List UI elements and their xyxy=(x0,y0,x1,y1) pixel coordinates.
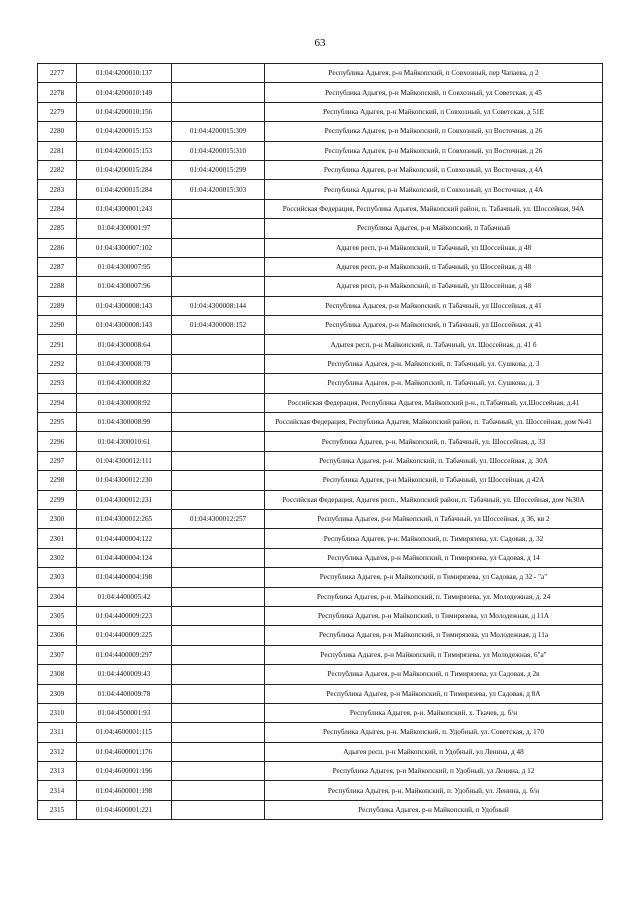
address-cell: Российская Федерация, Республика Адыгея, Майкопский район, п. Табачный, ул. Шоссейная, 94А xyxy=(265,199,603,218)
table-row xyxy=(38,684,603,703)
related-cadastral-number-cell xyxy=(172,703,265,722)
address-cell: Республика Адыгея, р-н Майкопский, п Табачный, ул Шоссейная, д 36, кв 2 xyxy=(265,509,603,528)
table-row xyxy=(38,141,603,160)
table-row xyxy=(38,471,603,490)
related-cadastral-number-cell xyxy=(172,83,265,102)
related-cadastral-number-cell xyxy=(172,665,265,684)
table-row xyxy=(38,490,603,509)
row-number-cell: 2306 xyxy=(38,626,77,645)
table-row xyxy=(38,238,603,257)
table-row xyxy=(38,781,603,800)
cadastral-number-cell: 01:04:4400009:297 xyxy=(77,645,172,664)
address-cell: Адыгея респ, р-н Майкопский, п Удобный, ул Ленина, д 48 xyxy=(265,742,603,761)
table-row xyxy=(38,354,603,373)
address-cell: Республика Адыгея, р-н Майкопский, п Тимирязева, ул Садовая, д 14 xyxy=(265,548,603,567)
address-cell: Республика Адыгея, р-н Майкопский, п Совхозный, ул Восточная, д 4А xyxy=(265,180,603,199)
related-cadastral-number-cell: 01:04:4300012:257 xyxy=(172,509,265,528)
address-cell: Адыгея респ, р-н Майкопский, п Табачный, ул Шоссейная, д 48 xyxy=(265,257,603,276)
cadastral-number-cell: 01:04:4400005:42 xyxy=(77,587,172,606)
row-number-cell: 2289 xyxy=(38,296,77,315)
address-cell: Республика Адыгея, р-н Майкопский, п Совхозный, ул Восточная, д 4А xyxy=(265,160,603,179)
row-number-cell: 2280 xyxy=(38,122,77,141)
related-cadastral-number-cell xyxy=(172,374,265,393)
table-row xyxy=(38,160,603,179)
related-cadastral-number-cell xyxy=(172,102,265,121)
cadastral-number-cell: 01:04:4200010:156 xyxy=(77,102,172,121)
row-number-cell: 2307 xyxy=(38,645,77,664)
table-row xyxy=(38,393,603,412)
address-cell: Республика Адыгея, р-н. Майкопский, п. Табачный, ул. Сушкова, д. 3 xyxy=(265,354,603,373)
related-cadastral-number-cell xyxy=(172,529,265,548)
related-cadastral-number-cell xyxy=(172,762,265,781)
address-cell: Республика Адыгея, р-н Майкопский, п Совхозный, ул Восточная, д 26 xyxy=(265,122,603,141)
row-number-cell: 2295 xyxy=(38,413,77,432)
address-cell: Российская Федерация, Адыгея респ., Майкопский район, п. Табачный, ул. Шоссейная, дом №30А xyxy=(265,490,603,509)
row-number-cell: 2310 xyxy=(38,703,77,722)
cadastral-number-cell: 01:04:4300001:243 xyxy=(77,199,172,218)
cadastral-number-cell: 01:04:4400009:78 xyxy=(77,684,172,703)
cadastral-number-cell: 01:04:4600001:198 xyxy=(77,781,172,800)
table-row xyxy=(38,742,603,761)
row-number-cell: 2281 xyxy=(38,141,77,160)
cadastral-number-cell: 01:04:4400004:124 xyxy=(77,548,172,567)
registry-table xyxy=(37,63,603,820)
cadastral-number-cell: 01:04:4200015:284 xyxy=(77,180,172,199)
cadastral-number-cell: 01:04:4300012:230 xyxy=(77,471,172,490)
row-number-cell: 2308 xyxy=(38,665,77,684)
address-cell: Адыгея респ, р-н Майкопский, п Табачный, ул Шоссейная, д 48 xyxy=(265,277,603,296)
cadastral-number-cell: 01:04:4300008:92 xyxy=(77,393,172,412)
table-row xyxy=(38,762,603,781)
address-cell: Республика Адыгея, р-н Майкопский, п Тимирязева, ул Садовая, д 8А xyxy=(265,684,603,703)
cadastral-number-cell: 01:04:4300008:143 xyxy=(77,296,172,315)
table-row xyxy=(38,703,603,722)
address-cell: Российская Федерация, Республика Адыгея, Майкопский р-н., п.Табачный, ул.Шоссейная, д.41 xyxy=(265,393,603,412)
address-cell: Республика Адыгея, р-н Майкопский, п Тимирязева, ул Молодежная, д 11А xyxy=(265,606,603,625)
row-number-cell: 2297 xyxy=(38,451,77,470)
table-row xyxy=(38,102,603,121)
row-number-cell: 2299 xyxy=(38,490,77,509)
cadastral-number-cell: 01:04:4300001:97 xyxy=(77,219,172,238)
address-cell: Адыгея респ, р-н Майкопский, п Табачный, ул Шоссейная, д 48 xyxy=(265,238,603,257)
table-row xyxy=(38,529,603,548)
address-cell: Республика Адыгея, р-н Майкопский, п Совхозный, пер Чапаева, д 2 xyxy=(265,64,603,83)
cadastral-number-cell: 01:04:4400009:225 xyxy=(77,626,172,645)
table-row xyxy=(38,548,603,567)
row-number-cell: 2290 xyxy=(38,316,77,335)
related-cadastral-number-cell xyxy=(172,645,265,664)
related-cadastral-number-cell xyxy=(172,587,265,606)
related-cadastral-number-cell xyxy=(172,277,265,296)
table-row xyxy=(38,432,603,451)
related-cadastral-number-cell: 01:04:4200015:299 xyxy=(172,160,265,179)
row-number-cell: 2313 xyxy=(38,762,77,781)
related-cadastral-number-cell xyxy=(172,606,265,625)
row-number-cell: 2303 xyxy=(38,568,77,587)
related-cadastral-number-cell xyxy=(172,490,265,509)
address-cell: Республика Адыгея, р-н Майкопский, п Тимирязева, ул Молодежная, 6"а" xyxy=(265,645,603,664)
related-cadastral-number-cell xyxy=(172,626,265,645)
cadastral-number-cell: 01:04:4400009:43 xyxy=(77,665,172,684)
related-cadastral-number-cell xyxy=(172,238,265,257)
cadastral-number-cell: 01:04:4300007:96 xyxy=(77,277,172,296)
row-number-cell: 2302 xyxy=(38,548,77,567)
address-cell: Республика Адыгея, р-н Майкопский, п Совхозный, ул Советская, д 51Е xyxy=(265,102,603,121)
address-cell: Республика Адыгея, р-н. Майкопский, п. Табачный, ул. Шоссейная, д. 33 xyxy=(265,432,603,451)
registry-table-body xyxy=(38,64,603,820)
address-cell: Республика Адыгея, р-н. Майкопский, п. Табачный, ул. Шоссейная, д. 30А xyxy=(265,451,603,470)
cadastral-number-cell: 01:04:4600001:196 xyxy=(77,762,172,781)
page-number: 63 xyxy=(314,37,326,49)
table-row xyxy=(38,199,603,218)
row-number-cell: 2282 xyxy=(38,160,77,179)
address-cell: Республика Адыгея, р-н. Майкопский, п. Удобный, ул. Ленина, д. б/н xyxy=(265,781,603,800)
related-cadastral-number-cell: 01:04:4300008:144 xyxy=(172,296,265,315)
address-cell: Адыгея респ, р-н Майкопский, п. Табачный, ул. Шоссейная, д. 41 б xyxy=(265,335,603,354)
table-row xyxy=(38,665,603,684)
row-number-cell: 2312 xyxy=(38,742,77,761)
address-cell: Республика Адыгея, р-н Майкопский, п Тимирязева, ул Садовая, д 2в xyxy=(265,665,603,684)
table-row xyxy=(38,587,603,606)
table-row xyxy=(38,606,603,625)
cadastral-number-cell: 01:04:4400004:198 xyxy=(77,568,172,587)
address-cell: Республика Адыгея, р-н Майкопский, п Табачный, ул Шоссейная, д 42А xyxy=(265,471,603,490)
address-cell: Республика Адыгея, р-н. Майкопский, п. Тимирязева, ул. Садовая, д. 32 xyxy=(265,529,603,548)
address-cell: Республика Адыгея, р-н Майкопский, п Тимирязева, ул Садовая, д 32 - "а" xyxy=(265,568,603,587)
related-cadastral-number-cell xyxy=(172,199,265,218)
related-cadastral-number-cell xyxy=(172,219,265,238)
address-cell: Республика Адыгея, р-н Майкопский, п Табачный, ул Шоссейная, д 41 xyxy=(265,316,603,335)
cadastral-number-cell: 01:04:4200015:284 xyxy=(77,160,172,179)
row-number-cell: 2293 xyxy=(38,374,77,393)
table-row xyxy=(38,64,603,83)
cadastral-number-cell: 01:04:4300007:102 xyxy=(77,238,172,257)
related-cadastral-number-cell xyxy=(172,64,265,83)
related-cadastral-number-cell xyxy=(172,335,265,354)
table-row xyxy=(38,413,603,432)
cadastral-number-cell: 01:04:4200010:137 xyxy=(77,64,172,83)
table-row xyxy=(38,122,603,141)
table-row xyxy=(38,180,603,199)
row-number-cell: 2288 xyxy=(38,277,77,296)
table-row xyxy=(38,723,603,742)
row-number-cell: 2294 xyxy=(38,393,77,412)
related-cadastral-number-cell xyxy=(172,413,265,432)
related-cadastral-number-cell xyxy=(172,781,265,800)
related-cadastral-number-cell xyxy=(172,393,265,412)
row-number-cell: 2277 xyxy=(38,64,77,83)
row-number-cell: 2286 xyxy=(38,238,77,257)
table-row xyxy=(38,277,603,296)
cadastral-number-cell: 01:04:4400004:122 xyxy=(77,529,172,548)
table-row xyxy=(38,83,603,102)
cadastral-number-cell: 01:04:4600001:221 xyxy=(77,800,172,819)
table-row xyxy=(38,257,603,276)
table-row xyxy=(38,219,603,238)
cadastral-number-cell: 01:04:4300008:99 xyxy=(77,413,172,432)
row-number-cell: 2284 xyxy=(38,199,77,218)
related-cadastral-number-cell xyxy=(172,548,265,567)
cadastral-number-cell: 01:04:4200015:153 xyxy=(77,122,172,141)
related-cadastral-number-cell xyxy=(172,432,265,451)
address-cell: Республика Адыгея, р-н Майкопский, п Совхозный, ул Восточная, д 26 xyxy=(265,141,603,160)
related-cadastral-number-cell xyxy=(172,684,265,703)
cadastral-number-cell: 01:04:4300008:143 xyxy=(77,316,172,335)
address-cell: Республика Адыгея, р-н Майкопский, п Совхозный, ул Советская, д 45 xyxy=(265,83,603,102)
row-number-cell: 2301 xyxy=(38,529,77,548)
related-cadastral-number-cell: 01:04:4200015:309 xyxy=(172,122,265,141)
row-number-cell: 2304 xyxy=(38,587,77,606)
row-number-cell: 2292 xyxy=(38,354,77,373)
table-row xyxy=(38,451,603,470)
row-number-cell: 2296 xyxy=(38,432,77,451)
address-cell: Республика Адыгея, р-н. Майкопский, п. Удобный, ул. Советская, д. 170 xyxy=(265,723,603,742)
row-number-cell: 2315 xyxy=(38,800,77,819)
table-row xyxy=(38,296,603,315)
related-cadastral-number-cell xyxy=(172,471,265,490)
table-row xyxy=(38,509,603,528)
address-cell: Республика Адыгея, р-н Майкопский, п Удобный, ул Ленина, д 12 xyxy=(265,762,603,781)
cadastral-number-cell: 01:04:4400009:223 xyxy=(77,606,172,625)
related-cadastral-number-cell xyxy=(172,800,265,819)
related-cadastral-number-cell: 01:04:4200015:303 xyxy=(172,180,265,199)
related-cadastral-number-cell xyxy=(172,568,265,587)
row-number-cell: 2291 xyxy=(38,335,77,354)
cadastral-number-cell: 01:04:4300012:231 xyxy=(77,490,172,509)
address-cell: Российская Федерация, Республика Адыгея, Майкопский район, п. Табачный, ул. Шоссейная, дом №41 xyxy=(265,413,603,432)
row-number-cell: 2283 xyxy=(38,180,77,199)
cadastral-number-cell: 01:04:4300008:82 xyxy=(77,374,172,393)
related-cadastral-number-cell xyxy=(172,451,265,470)
cadastral-number-cell: 01:04:4600001:176 xyxy=(77,742,172,761)
table-row xyxy=(38,374,603,393)
address-cell: Республика Адыгея, р-н Майкопский, п Табачный xyxy=(265,219,603,238)
address-cell: Республика Адыгея, р-н. Майкопский, п. Табачный, ул. Сушкова, д. 3 xyxy=(265,374,603,393)
row-number-cell: 2278 xyxy=(38,83,77,102)
address-cell: Республика Адыгея, р-н Майкопский, п Тимирязева, ул Молодежная, д 11а xyxy=(265,626,603,645)
cadastral-number-cell: 01:04:4200015:153 xyxy=(77,141,172,160)
related-cadastral-number-cell xyxy=(172,723,265,742)
row-number-cell: 2311 xyxy=(38,723,77,742)
related-cadastral-number-cell xyxy=(172,354,265,373)
table-row xyxy=(38,800,603,819)
row-number-cell: 2298 xyxy=(38,471,77,490)
address-cell: Республика Адыгея, р-н Майкопский, п Табачный, ул Шоссейная, д 41 xyxy=(265,296,603,315)
cadastral-number-cell: 01:04:4200010:149 xyxy=(77,83,172,102)
related-cadastral-number-cell xyxy=(172,742,265,761)
related-cadastral-number-cell: 01:04:4200015:310 xyxy=(172,141,265,160)
cadastral-number-cell: 01:04:4300012:111 xyxy=(77,451,172,470)
cadastral-number-cell: 01:04:4300008:79 xyxy=(77,354,172,373)
table-row xyxy=(38,335,603,354)
row-number-cell: 2285 xyxy=(38,219,77,238)
row-number-cell: 2300 xyxy=(38,509,77,528)
address-cell: Республика Адыгея, р-н. Майкопский, п. Тимирязева, ул. Молодежная, д. 24 xyxy=(265,587,603,606)
table-row xyxy=(38,316,603,335)
table-row xyxy=(38,645,603,664)
address-cell: Республика Адыгея, р-н Майкопский, п Удобный xyxy=(265,800,603,819)
row-number-cell: 2309 xyxy=(38,684,77,703)
cadastral-number-cell: 01:04:4300008:64 xyxy=(77,335,172,354)
row-number-cell: 2287 xyxy=(38,257,77,276)
cadastral-number-cell: 01:04:4300012:265 xyxy=(77,509,172,528)
row-number-cell: 2305 xyxy=(38,606,77,625)
row-number-cell: 2314 xyxy=(38,781,77,800)
cadastral-number-cell: 01:04:4500001:93 xyxy=(77,703,172,722)
related-cadastral-number-cell: 01:04:4300008:152 xyxy=(172,316,265,335)
row-number-cell: 2279 xyxy=(38,102,77,121)
table-row xyxy=(38,626,603,645)
cadastral-number-cell: 01:04:4300010:61 xyxy=(77,432,172,451)
cadastral-number-cell: 01:04:4600001:115 xyxy=(77,723,172,742)
address-cell: Республика Адыгея, р-н. Майкопский, х. Ткачев, д. б/н xyxy=(265,703,603,722)
cadastral-number-cell: 01:04:4300007:95 xyxy=(77,257,172,276)
related-cadastral-number-cell xyxy=(172,257,265,276)
table-row xyxy=(38,568,603,587)
